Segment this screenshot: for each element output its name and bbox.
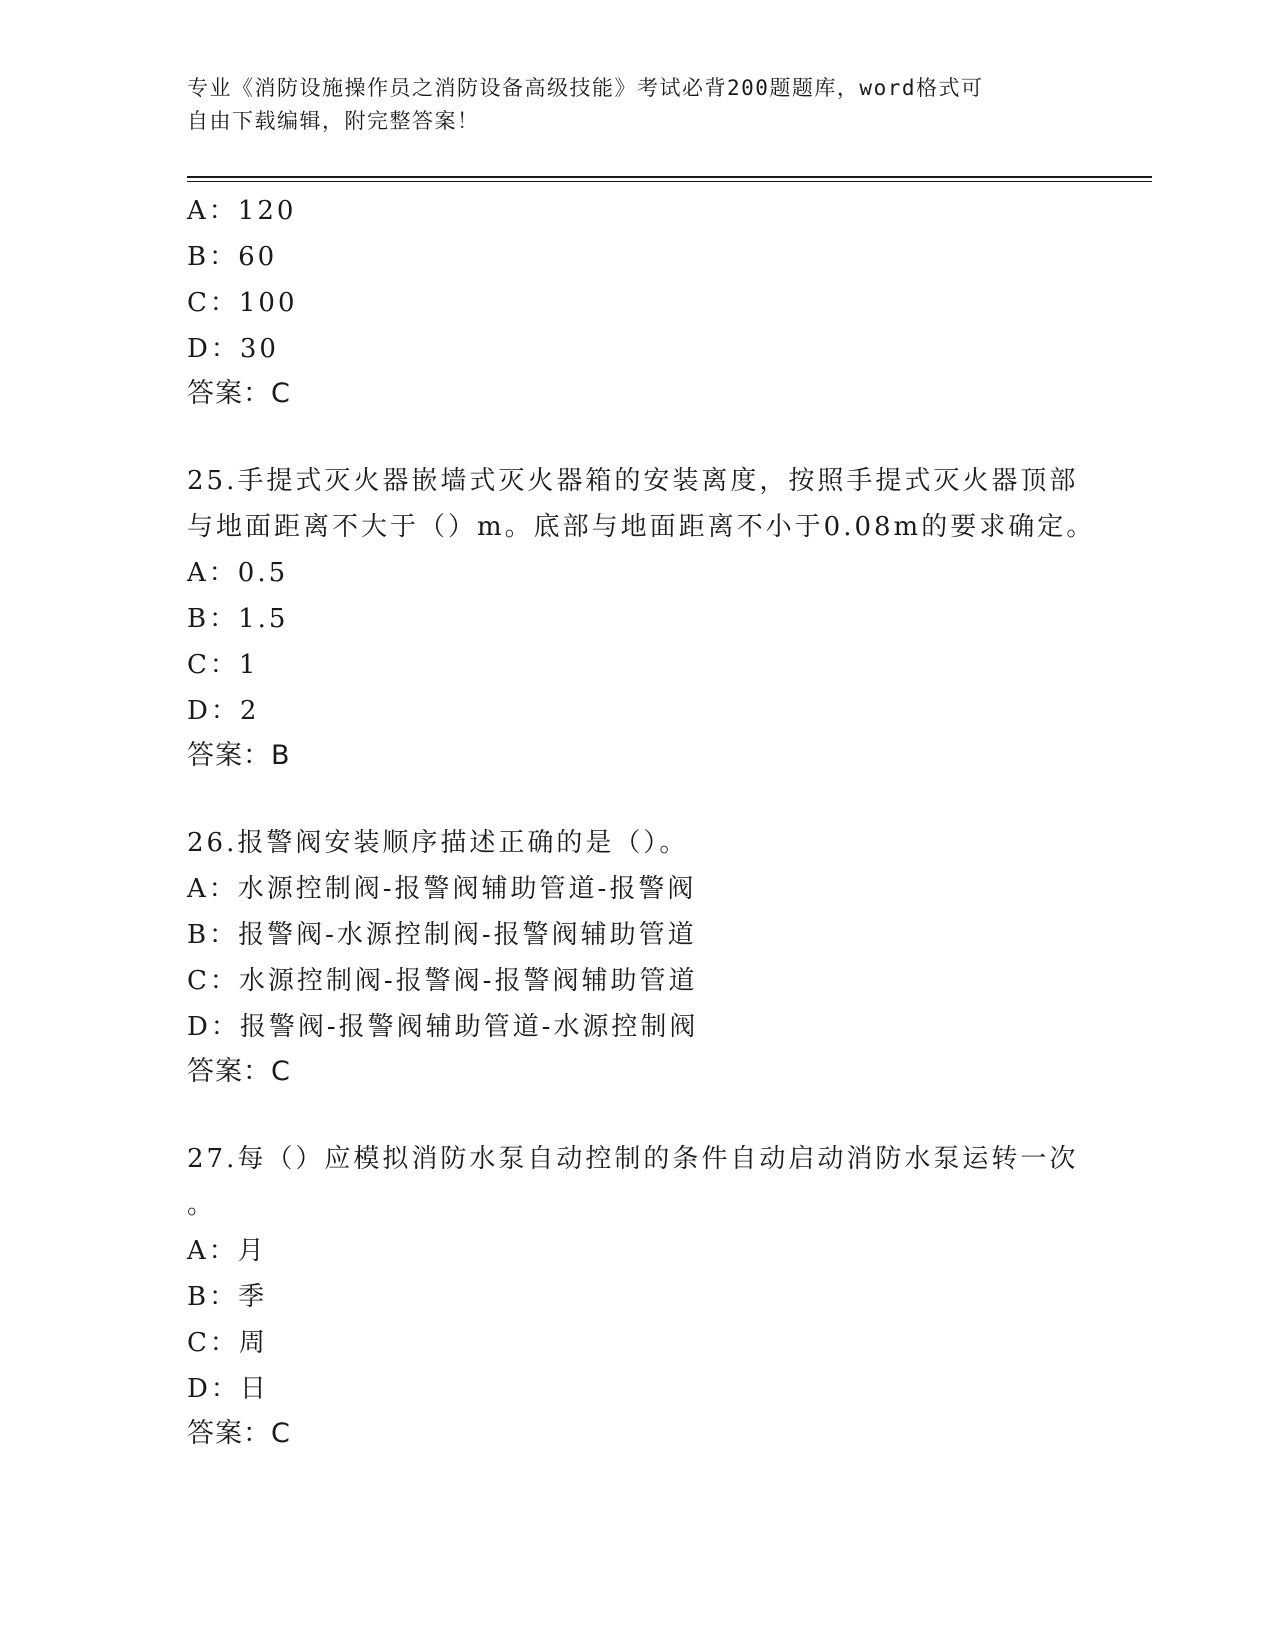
question-27: [187, 1136, 1087, 1456]
question-gap: [187, 1094, 1087, 1136]
question-gap: [187, 778, 1087, 820]
question-gap: [187, 416, 1087, 458]
option-b: B：60: [187, 242, 278, 272]
header-divider-thin: [187, 181, 1152, 182]
answer-line: 答案：C: [187, 378, 291, 409]
option-c: C：1: [187, 650, 259, 680]
option-b: B：1.5: [187, 604, 289, 634]
question-25: [187, 458, 1096, 778]
question-24: [187, 188, 1087, 416]
header-line-1: 专业《消防设施操作员之消防设备高级技能》考试必背200题题库，word格式可: [187, 76, 984, 100]
question-stem: 27.每（）应模拟消防水泵自动控制的条件自动启动消防水泵运转一次: [187, 1144, 1079, 1174]
option-c: C：水源控制阀-报警阀-报警阀辅助管道: [187, 966, 698, 996]
question-stem: 26.报警阀安装顺序描述正确的是（）。: [187, 828, 689, 858]
option-a: A：月: [187, 1236, 267, 1266]
question-list: [187, 188, 1096, 1456]
option-c: C：100: [187, 288, 298, 318]
option-d: D：报警阀-报警阀辅助管道-水源控制阀: [187, 1012, 699, 1042]
option-d: D：日: [187, 1374, 269, 1404]
answer-line: 答案：B: [187, 740, 291, 771]
answer-line: 答案：C: [187, 1056, 291, 1087]
option-a: A：0.5: [187, 558, 289, 588]
question-26: [187, 820, 1087, 1094]
header-divider-thick: [187, 176, 1152, 178]
question-stem: 25.手提式灭火器嵌墙式灭火器箱的安装离度，按照手提式灭火器顶部: [187, 466, 1079, 496]
option-a: A：水源控制阀-报警阀辅助管道-报警阀: [187, 874, 697, 904]
question-stem-continued: 与地面距离不大于（）m。底部与地面距离不小于0.08m的要求确定。: [187, 512, 1096, 542]
option-b: B：报警阀-水源控制阀-报警阀辅助管道: [187, 920, 697, 950]
option-a: A：120: [187, 196, 297, 226]
option-b: B：季: [187, 1282, 268, 1312]
option-c: C：周: [187, 1328, 268, 1358]
answer-line: 答案：C: [187, 1418, 291, 1449]
option-d: D：30: [187, 334, 279, 364]
document-header: [187, 72, 1067, 138]
option-d: D：2: [187, 696, 260, 726]
question-stem-continued: 。: [187, 1190, 217, 1220]
header-line-2: 自由下载编辑，附完整答案！: [187, 109, 480, 133]
